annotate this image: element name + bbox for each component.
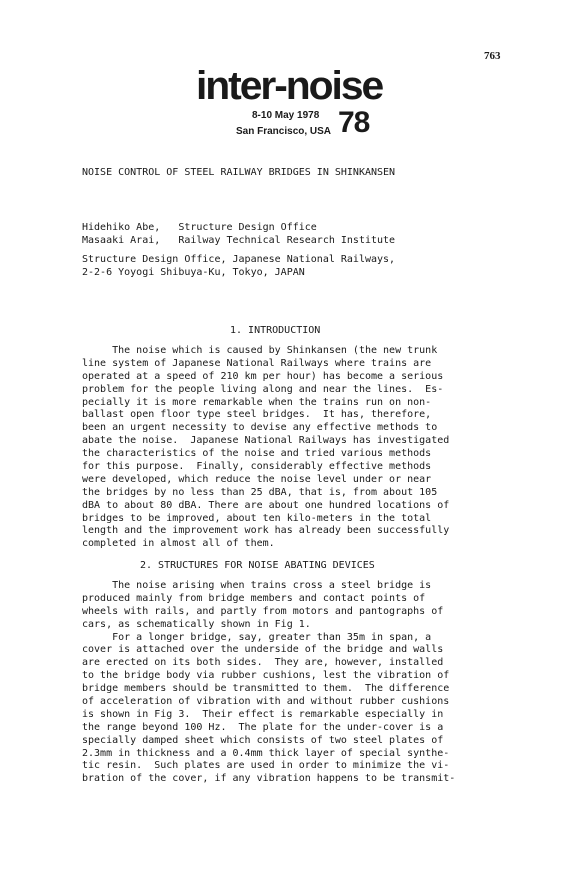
affiliation-line-2: 2-2-6 Yoyogi Shibuya-Ku, Tokyo, JAPAN [82,267,305,278]
paragraph-line: wheels with rails, and partly from motors and pantographs of [82,605,444,617]
logo-year: 78 [338,106,370,139]
section-heading-introduction: 1. INTRODUCTION [230,325,321,336]
paragraph-line: bration of the cover, if any vibration happens to be transmit- [82,773,456,785]
paragraph-line: for this purpose. Finally, considerably effective methods [82,461,432,473]
paragraph-line: is shown in Fig 3. Their effect is remarkable especially in [82,708,444,720]
paragraph-line: operated at a speed of 210 km per hour) has become a serious [82,370,444,382]
paragraph-line: length and the improvement work has already been successfully [82,525,450,537]
paragraph-line: specially damped sheet which consists of two steel plates of [82,734,444,746]
page-number: 763 [484,50,501,62]
logo-wordmark: inter-noise [196,64,383,108]
paragraph-line: cover is attached over the underside of the bridge and walls [82,644,444,656]
paragraph-line: the range beyond 100 Hz. The plate for the under-cover is a [82,721,444,733]
paragraph-line: produced mainly from bridge members and contact points of [82,592,426,604]
section-body-structures [82,580,514,786]
paragraph-line: the characteristics of the noise and tried various methods [82,448,432,460]
paper-title: NOISE CONTROL OF STEEL RAILWAY BRIDGES IN SHINKANSEN [82,167,396,178]
section-heading-structures: 2. STRUCTURES FOR NOISE ABATING DEVICES [140,560,375,571]
paragraph-line: bridge members should be transmitted to them. The difference [82,683,450,695]
paragraph-line: completed in almost all of them. [82,538,275,550]
paragraph-line: For a longer bridge, say, greater than 35m in span, a [82,631,432,643]
paragraph-line: ballast open floor type steel bridges. It has, therefore, [82,409,432,421]
section-body-introduction [82,345,514,551]
logo-dates: 8-10 May 1978 [252,110,320,121]
paragraph-line: bridges to be improved, about ten kilo-meters in the total [82,512,432,524]
paragraph-line: pecially it is more remarkable when the trains run on non- [82,396,432,408]
paragraph-line: were developed, which reduce the noise level under or near [82,473,432,485]
paragraph-line: cars, as schematically shown in Fig 1. [82,618,311,630]
paragraph-line: to the bridge body via rubber cushions, lest the vibration of [82,670,450,682]
affiliation-line-1: Structure Design Office, Japanese National Railways, [82,254,396,265]
paragraph-line: The noise which is caused by Shinkansen (the new trunk [82,345,438,356]
paragraph-line: are erected on its both sides. They are, however, installed [82,657,444,669]
author-line-2: Masaaki Arai, Railway Technical Research Institute [82,235,396,246]
paragraph-line: problem for the people living along and near the lines. Es- [82,383,444,395]
paragraph-line: line system of Japanese National Railways where trains are [82,357,432,369]
paragraph-line: tic resin. Such plates are used in order to minimize the vi- [82,760,450,772]
paragraph-line: been an urgent necessity to devise any effective methods to [82,422,438,434]
paragraph-line: 2.3mm in thickness and a 0.4mm thick layer of special synthe- [82,747,450,759]
conference-logo [196,66,396,146]
paragraph-line: The noise arising when trains cross a steel bridge is [82,580,432,591]
paragraph-line: dBA to about 80 dBA. There are about one hundred locations of [82,499,450,511]
logo-place: San Francisco, USA [236,126,332,137]
paragraph-line: of acceleration of vibration with and without rubber cushions [82,696,450,708]
paragraph-line: the bridges by no less than 25 dBA, that is, from about 105 [82,486,438,498]
author-line-1: Hidehiko Abe, Structure Design Office [82,222,317,233]
paragraph-line: abate the noise. Japanese National Railways has investigated [82,435,450,447]
